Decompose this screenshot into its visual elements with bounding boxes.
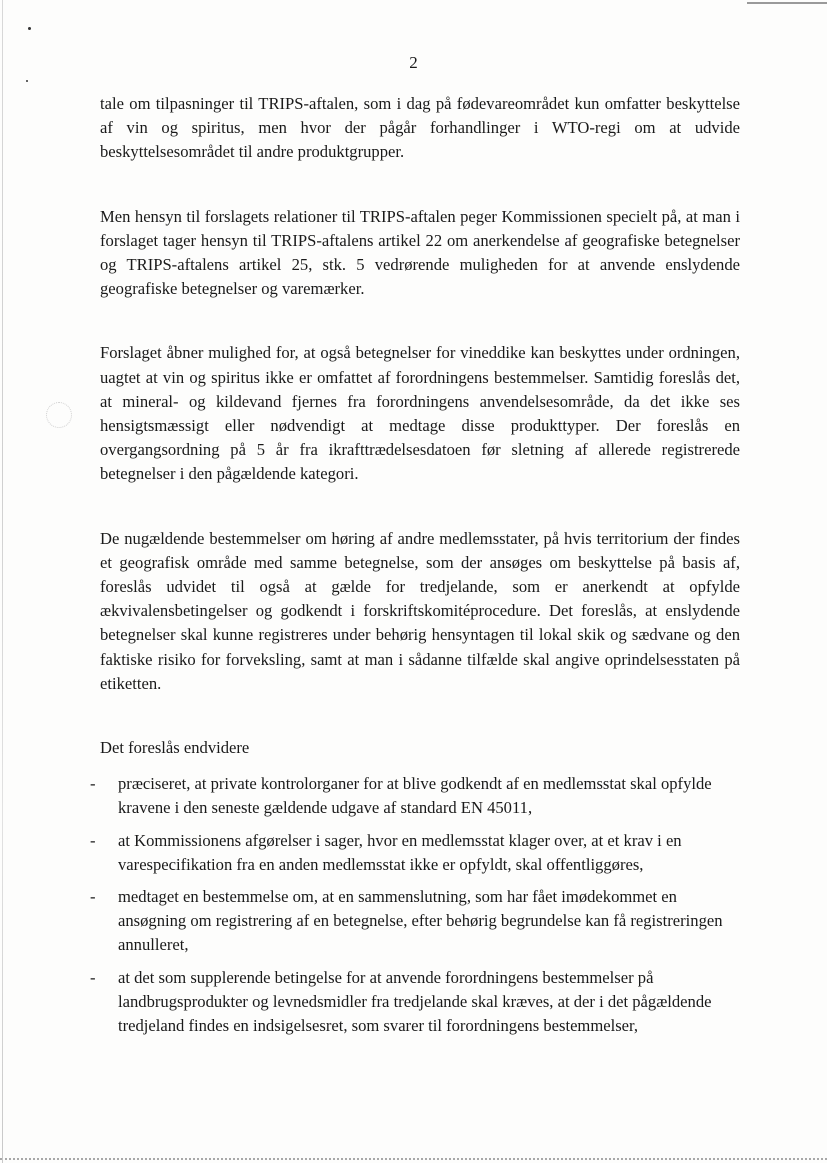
list-bullet: - [90,967,96,987]
list-item-text: præciseret, at private kontrolorganer for at blive godkendt af en medlemsstat skal opfylde kravene i den seneste gældende udgave af standard EN 45011, [118,774,712,818]
paragraph: Forslaget åbner mulighed for, at også betegnelser for vineddike kan beskyttes under ordningen, uagtet at vin og spiritus ikke er omfattet af forordningens bestemmelser. Samtidig foreslås det, at mineral- og kildevand fjernes fra forordningens anvendelsesområde, da det ikke ses hensigtsmæssigt eller nødvendigt at medtage disse produkttyper. Der foreslås en overgangsordning på 5 år fra ikrafttrædelsesdatoen før sletning af allerede registrerede betegnelser i den pågældende kategori. [100,343,740,484]
list-intro: Det foreslås endvidere [100,738,250,758]
paragraph: De nugældende bestemmelser om høring af andre medlemsstater, på hvis territorium der findes et geografisk område med samme betegnelse, som der ansøges om beskyttelse på basis af, foreslås udvidet til også at gælde for tredjelande, som er anerkendt at opfylde ækvivalensbetingelser og godkendt i forskriftskomitéprocedure. Det foreslås, at enslydende betegnelser skal kunne registreres under behørig hensyntagen til lokal skik og sædvane og den faktiske risiko for forveksling, samt at man i sådanne tilfælde skal angive oprindelsesstaten på etiketten. [100,528,740,693]
scan-top-mark [747,2,827,4]
list-bullet: - [90,887,96,907]
list-item [90,966,740,1039]
list-item [90,885,740,958]
proposal-list [90,772,740,1038]
list-item [90,829,740,877]
punch-hole-mark [46,402,72,428]
paragraph: tale om tilpasninger til TRIPS-aftalen, som i dag på fødevareområdet kun omfatter beskyttelse af vin og spiritus, men hvor der pågår forhandlinger i WTO-regi om at udvide beskyttelsesområdet til andre produktgrupper. [100,94,740,162]
list-bullet: - [90,774,96,794]
document-body [90,92,740,1046]
list-bullet: - [90,830,96,850]
page-number: 2 [409,53,418,72]
scan-left-edge [2,0,3,1163]
list-item-text: at det som supplerende betingelse for at anvende forordningens bestemmelser på landbrugsprodukter og levnedsmidler fra tredjelande skal kræves, at der i det pågældende tredjeland findes en indsigelsesret, som svarer til forordningens bestemmelser, [118,967,712,1036]
scan-speck [28,27,31,30]
list-item-text: at Kommissionens afgørelser i sager, hvor en medlemsstat klager over, at et krav i en varespecifikation fra en anden medlemsstat ikke er opfyldt, skal offentliggøres, [118,830,682,874]
scan-speck [26,80,28,82]
paragraph: Men hensyn til forslagets relationer til TRIPS-aftalen peger Kommissionen specielt på, at man i forslaget tager hensyn til TRIPS-aftalens artikel 22 om anerkendelse af geografiske betegnelser og TRIPS-aftalens artikel 25, stk. 5 vedrørende muligheden for at anvende enslydende geografiske betegnelser og varemærker. [100,206,740,299]
list-item-text: medtaget en bestemmelse om, at en sammenslutning, som har fået imødekommet en ansøgning om registrering af en betegnelse, efter behørig begrundelse kan få registreringen annulleret, [118,887,723,955]
list-item [90,772,740,820]
scan-bottom-edge [0,1158,827,1160]
